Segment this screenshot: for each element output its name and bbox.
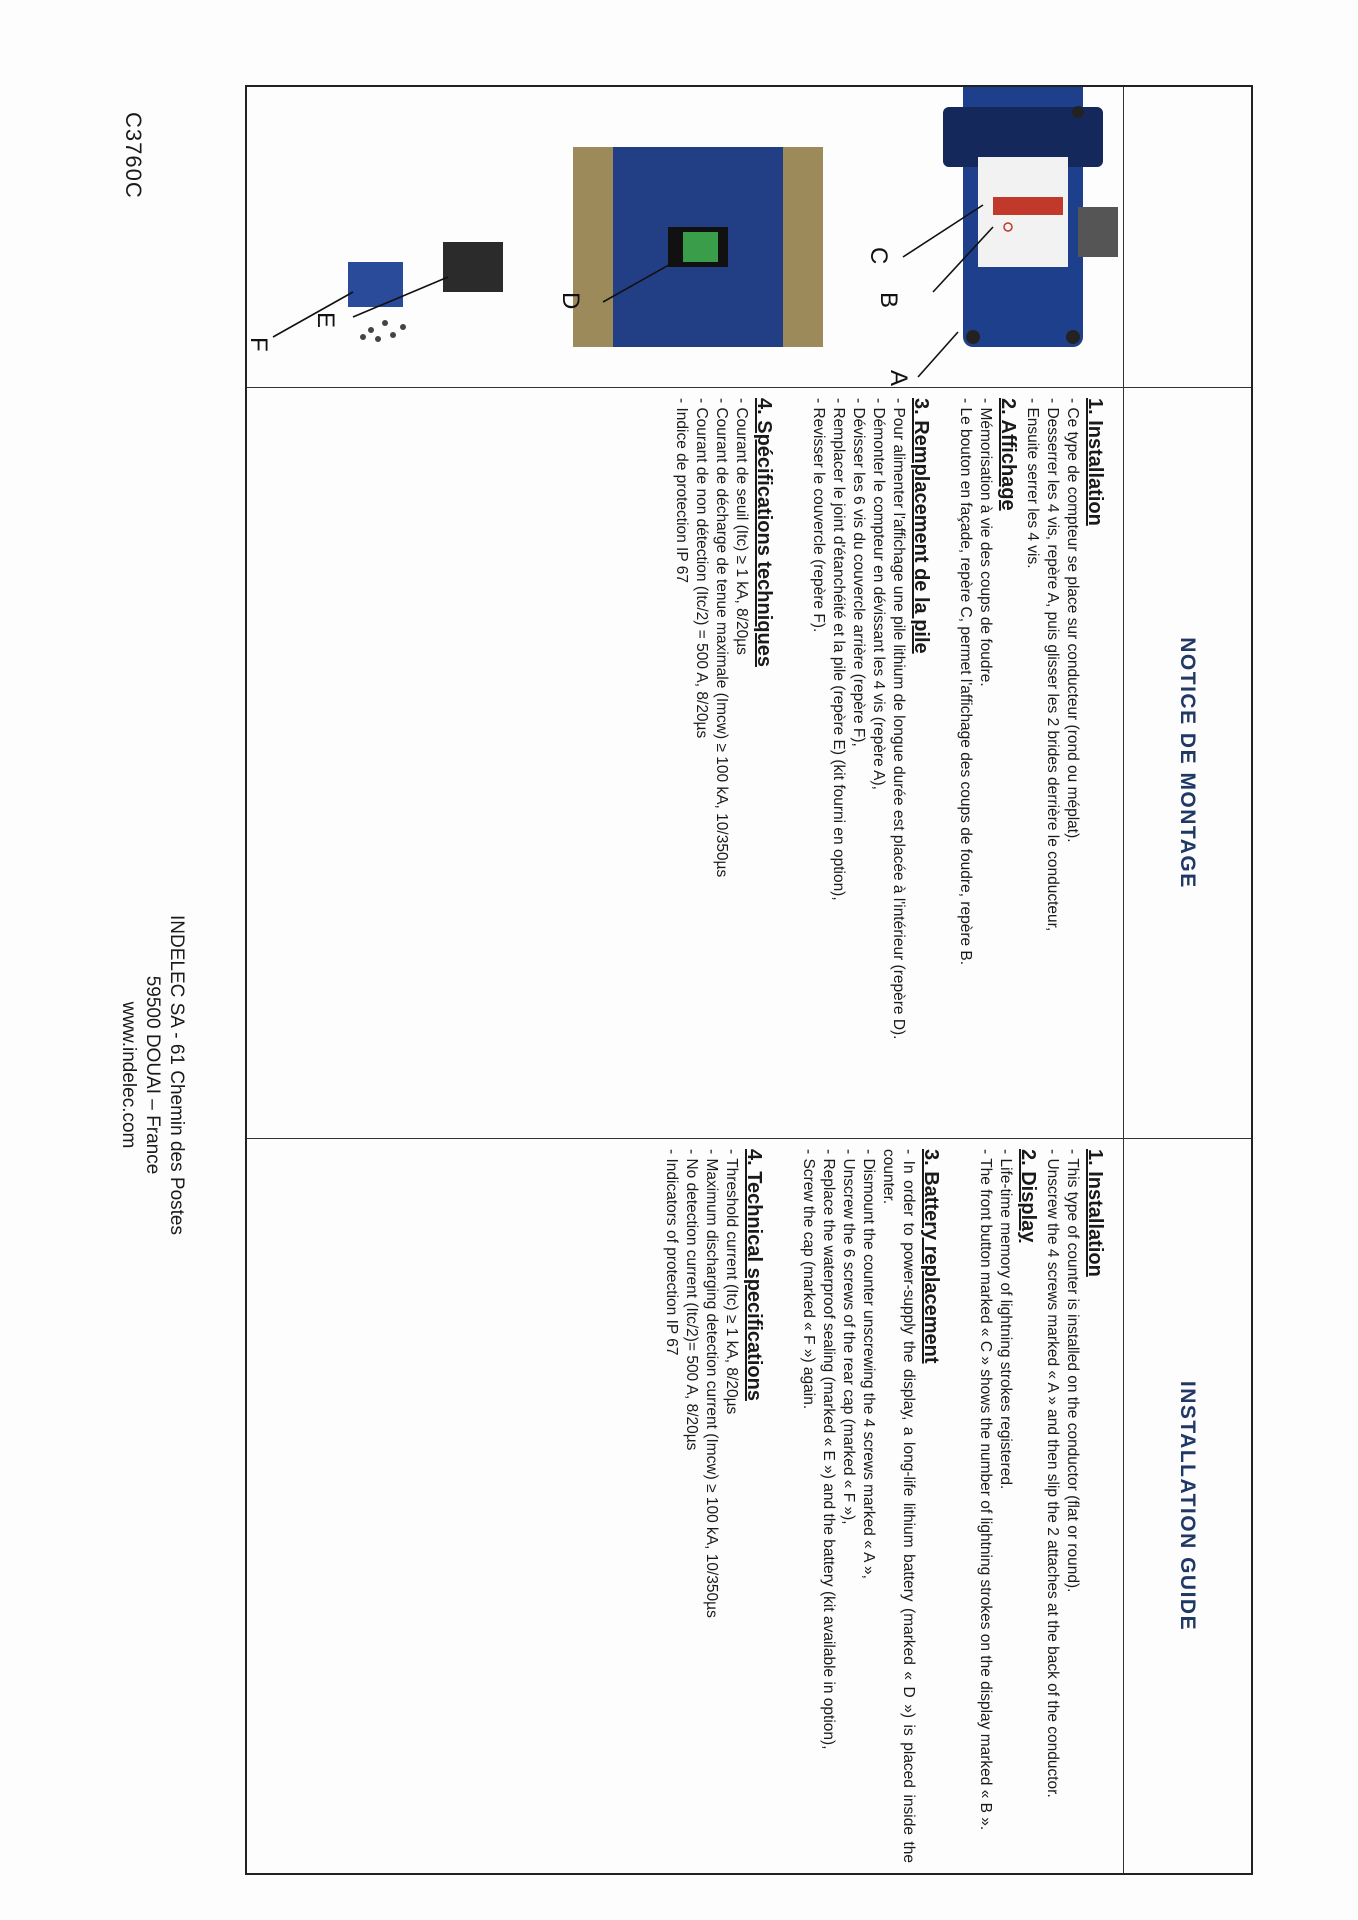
en-s3-item: - Replace the waterproof sealing (marked « E ») and the battery (kit available in option),: [820, 1149, 837, 1750]
fr-s3-item: - Revisser le couvercle (repère F).: [810, 398, 827, 633]
en-s4-item: - No detection current (Itc/2)= 500 A, 8/20µs: [683, 1149, 700, 1451]
fr-s3-item: - Pour alimenter l'affichage une pile lithium de longue durée est placée à l'intérieur (repère D).: [890, 398, 907, 1040]
device-figure: [247, 87, 1123, 387]
figure-header-cell: [1123, 87, 1251, 387]
figure-column: [247, 87, 1251, 388]
label-b: B: [875, 292, 902, 309]
fr-s4-item: - Courant de seuil (Itc) ≥ 1 kA, 8/20µs: [733, 398, 750, 655]
fr-s1-item: - Desserrer les 4 vis, repère A, puis glisser les 2 brides derrière le conducteur,: [1044, 398, 1061, 932]
english-header: [1123, 1139, 1251, 1873]
english-body: [247, 1139, 1123, 1873]
address-line: INDELEC SA - 61 Chemin des Postes: [166, 915, 187, 1235]
french-header: [1123, 388, 1251, 1138]
fr-s3-item: - Dévisser les 6 vis du couvercle arrière (repère F),: [850, 398, 867, 747]
fr-section-specs-heading: 4. Spécifications techniques: [753, 398, 775, 667]
website-link[interactable]: www.indelec.com: [118, 1001, 139, 1149]
fr-s2-item: - Le bouton en façade, repère C, permet l'affichage des coups de foudre, repère B.: [957, 398, 974, 966]
en-s1-item: - This type of counter is installed on the conductor (flat or round).: [1064, 1149, 1081, 1593]
company-address: [116, 850, 188, 1300]
french-column: [247, 388, 1251, 1139]
document-code: C3760C: [121, 112, 146, 199]
label-f: F: [245, 337, 272, 352]
en-s1-item: - Unscrew the 4 screws marked « A » and then slip the 2 attaches at the back of the conductor.: [1044, 1149, 1061, 1798]
en-s3-item: - Screw the cap (marked « F ») again.: [800, 1149, 817, 1410]
en-s3-item: - Dismount the counter unscrewing the 4 screws marked « A »,: [860, 1149, 877, 1579]
fr-s3-item: - Remplacer le joint d'étanchéité et la pile (repère E) (kit fourni en option),: [830, 398, 847, 901]
fr-section-display-heading: 2. Affichage: [997, 398, 1019, 511]
english-title: INSTALLATION GUIDE: [1176, 1380, 1200, 1632]
label-d: D: [557, 292, 584, 310]
fr-s4-item: - Courant de décharge de tenue maximale (Imcw) ≥ 100 kA, 10/350µs: [713, 398, 730, 878]
en-s3-item: - Unscrew the 6 screws of the rear cap (marked « F »),: [840, 1149, 857, 1525]
en-s4-item: - Maximum discharging detection current (Imcw) ≥ 100 kA, 10/350µs: [703, 1149, 720, 1618]
instruction-table: [245, 85, 1253, 1875]
fr-section-installation-heading: 1. Installation: [1084, 398, 1106, 526]
french-title: NOTICE DE MONTAGE: [1176, 637, 1200, 889]
fr-s1-item: - Ensuite serrer les 4 vis.: [1024, 398, 1041, 569]
en-section-battery-heading: 3. Battery replacement: [920, 1149, 942, 1364]
label-c: C: [865, 247, 892, 265]
fr-s4-item: - Courant de non détection (Itc/2) = 500 A, 8/20µs: [693, 398, 710, 739]
fr-section-battery-heading: 3. Remplacement de la pile: [910, 398, 932, 654]
en-s2-item: - The front button marked « C » shows the number of lightning strokes on the display marked « B ».: [977, 1149, 994, 1831]
en-s4-item: - Indicators of protection IP 67: [663, 1149, 680, 1356]
fr-s1-item: - Ce type de compteur se place sur conducteur (rond ou méplat).: [1064, 398, 1081, 843]
french-body: [247, 388, 1123, 1138]
en-section-display-heading: 2. Display: [1017, 1149, 1039, 1243]
en-s3-item: - In order to power-supply the display, a long-life lithium battery (marked « D ») is placed inside the counter.: [880, 1149, 917, 1863]
en-s2-item: - Life-time memory of lightning strokes registered.: [997, 1149, 1014, 1490]
label-e: E: [312, 312, 339, 329]
address-line: 59500 DOUAI – France: [142, 975, 163, 1175]
fr-s4-item: - Indice de protection IP 67: [673, 398, 690, 583]
english-column: [247, 1139, 1251, 1873]
figure-labels: [243, 87, 1123, 388]
fr-s3-item: - Démonter le compteur en dévissant les 4 vis (repère A),: [870, 398, 887, 790]
en-section-specs-heading: 4. Technical specifications: [743, 1149, 765, 1401]
label-a: A: [885, 370, 912, 387]
en-s4-item: - Threshold current (Itc) ≥ 1 kA, 8/20µs: [723, 1149, 740, 1415]
en-section-installation-heading: 1. Installation: [1084, 1149, 1106, 1277]
fr-s2-item: - Mémorisation à vie des coups de foudre.: [977, 398, 994, 687]
